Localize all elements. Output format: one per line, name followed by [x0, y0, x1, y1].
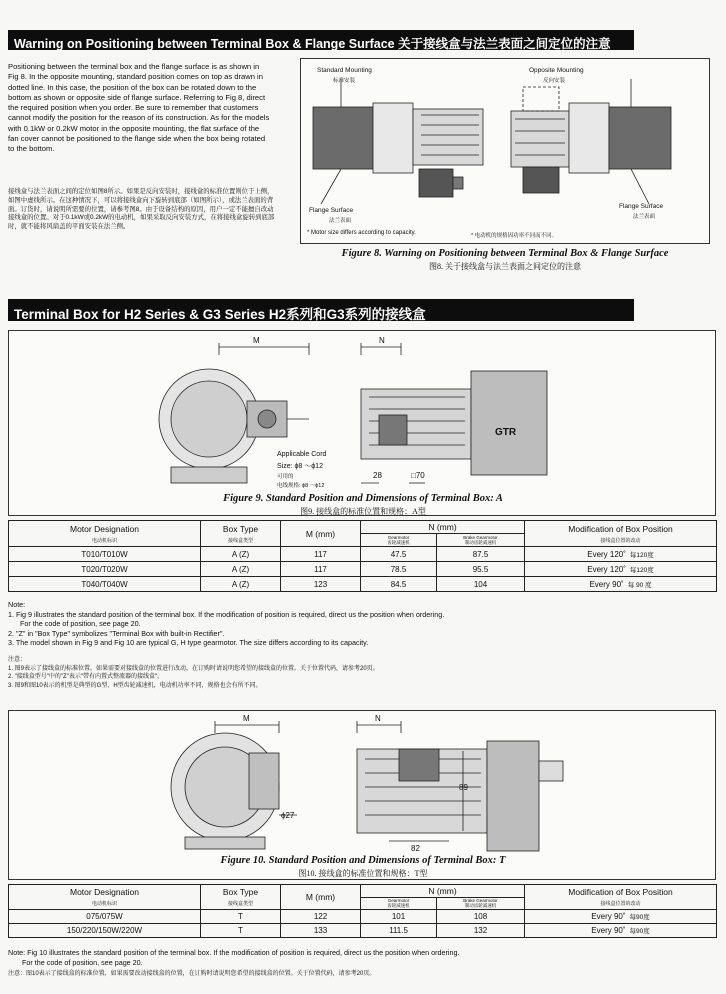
terminal-box-a-table [8, 520, 717, 592]
table-row [9, 562, 717, 577]
table-row [9, 910, 717, 924]
fig10-dim-n: N [375, 714, 381, 723]
cell-m: 133 [281, 924, 361, 938]
figure9-drawing [9, 331, 717, 517]
cell-mod: Every 90˚ 每 90 度 [525, 577, 717, 592]
applicable-cord-label: Applicable Cord [277, 451, 327, 458]
cell-box: A (Z) [201, 562, 281, 577]
flange-surface-label-right-cn: 法兰表面 [633, 214, 656, 220]
opposite-mounting-label-cn: 反向安装 [543, 78, 566, 84]
motor-size-note: * Motor size differs according to capacity. [307, 230, 416, 236]
col-brake-gearmotor: Brake Gearmotor 制动齿轮减速机 [437, 534, 525, 547]
cell-m: 123 [281, 577, 361, 592]
gtr-brand-logo: GTR [495, 427, 517, 438]
col-m: M (mm) [281, 521, 361, 547]
notes-a: Note: 1. Fig 9 illustrates the standard position of the terminal box. If the modification of position is required, direct us the position when ordering. For the code of position, see page 20. 2. "Z" in "Box Type" symbolizes "Terminal Box with built-in Rectifier". 3. The model shown in Fig 9 and Fig 10 are typical G, H type gearmotor. The size differs according to its capacity. [8, 600, 445, 648]
cell-m: 117 [281, 562, 361, 577]
cell-motor: T010/T010W [9, 547, 201, 562]
cell-box: T [201, 924, 281, 938]
cell-motor: T020/T020W [9, 562, 201, 577]
cord-label-cn1: 可用的 [277, 474, 294, 480]
notes-t: Note: Fig 10 illustrates the standard position of the terminal box. If the modification of position is required, direct us the position when ordering. For the code of position, see page 20. [8, 948, 460, 967]
col-modification: Modification of Box Position 接线盒位置的改动 [525, 521, 717, 547]
fig9-dim-28: 28 [373, 471, 382, 480]
table-row [9, 924, 717, 938]
fig9-dim-m: M [253, 336, 260, 345]
cell-motor: 075/075W [9, 910, 201, 924]
cell-motor: 150/220/150W/220W [9, 924, 201, 938]
cell-gear: 47.5 [361, 547, 437, 562]
standard-mounting-label-cn: 标准安装 [333, 78, 356, 84]
notes-a-cn: 注意： 1. 图9表示了接线盒的标准位置。如果需要对接线盒的位置进行改动，在订购时请说明您希望的接线盒的位置。关于位置代码，请参考20页。 2. "接线盒型号"中的"Z"表示"带有内置式整流器的接线盒"。 3. 图9和图10表示的机型是典型的G型、H型齿轮减速机，电动机功率不同，规格也会有所不同。 [8, 657, 379, 689]
figure9-caption: Figure 9. Standard Position and Dimensions of Terminal Box: A [223, 493, 503, 504]
fig10-dim-m: M [243, 714, 250, 723]
fig9-dim-70: □70 [411, 471, 425, 480]
figure8-caption-cn: 图8. 关于接线盒与法兰表面之间定位的注意 [429, 262, 581, 271]
cell-gear: 78.5 [361, 562, 437, 577]
section-title-terminal-box: Terminal Box for H2 Series & G3 Series H2系列和G3系列的接线盒 [8, 299, 634, 321]
col-box-type: Box Type 接线盒类型 [201, 885, 281, 910]
figure8-caption: Figure 8. Warning on Positioning between Terminal Box & Flange Surface [341, 248, 669, 259]
figure10-caption: Figure 10. Standard Position and Dimensions of Terminal Box: T [220, 855, 506, 866]
col-n: N (mm) [361, 885, 525, 898]
warning-paragraph-en: Positioning between the terminal box and the flange surface is as shown in Fig 8. In the opposite mounting, standard position comes on top as drawn in dotted line. In this case, the position of the box can be rotated down to the bottom as shown or opposite side of flange surface. Referring to Fig 8, direct the required position when you order. Be sure to remember that customers cannot modify the position for the reason of its construction. As for the models with 0.1kW or 0.2kW motor in the opposite mounting, the flat surface of the fan cover cannot be positioned to the flange side when the box being rotated to the bottom. [8, 62, 270, 154]
notes-t-cn: 注意：图10表示了接线盒的标准位置，如果需要改动接线盒的位置，在订购时请说明您希望的接线盒的位置。关于位置代码，请参考20页。 [8, 971, 376, 977]
opposite-mounting-label: Opposite Mounting [529, 67, 584, 74]
col-brake-gearmotor: Brake Gearmotor 制动齿轮减速机 [437, 898, 525, 910]
terminal-box-t-table [8, 884, 717, 938]
col-box-type: Box Type 接线盒类型 [201, 521, 281, 547]
flange-surface-label-left-cn: 法兰表面 [329, 218, 352, 224]
cell-mod: Every 120˚ 每120度 [525, 547, 717, 562]
fig10-dim-27: ϕ27 [281, 811, 295, 820]
col-m: M (mm) [281, 885, 361, 910]
cell-motor: T040/T040W [9, 577, 201, 592]
fig10-dim-82: 82 [411, 844, 420, 853]
cell-brake: 104 [437, 577, 525, 592]
col-motor-designation: Motor Designation 电动机标识 [9, 521, 201, 547]
col-n: N (mm) [361, 521, 525, 534]
cell-mod: Every 90˚ 每90度 [525, 910, 717, 924]
col-modification: Modification of Box Position 接线盒位置的改动 [525, 885, 717, 910]
cord-size-label: Size: ϕ8 ～ϕ12 [277, 463, 323, 470]
col-motor-designation: Motor Designation 电动机标识 [9, 885, 201, 910]
section-title-warning: Warning on Positioning between Terminal Box & Flange Surface 关于接线盒与法兰表面之间定位的注意 [8, 30, 634, 50]
cell-brake: 87.5 [437, 547, 525, 562]
cell-gear: 101 [361, 910, 437, 924]
figure10-panel [8, 710, 716, 880]
figure9-caption-cn: 图9. 接线盒的标准位置和规格：A型 [300, 507, 426, 516]
figure9-panel [8, 330, 716, 516]
cell-mod: Every 120˚ 每120度 [525, 562, 717, 577]
cord-label-cn2: 电线规格: ϕ8 ～ϕ12 [277, 483, 325, 489]
col-gearmotor: Gearmotor 齿轮减速机 [361, 534, 437, 547]
cell-brake: 132 [437, 924, 525, 938]
motor-size-note-cn: * 电动机的规格因功率不同而不同。 [471, 233, 558, 239]
col-gearmotor: Gearmotor 齿轮减速机 [361, 898, 437, 910]
flange-surface-label-left: Flange Surface [309, 207, 354, 214]
table-row [9, 577, 717, 592]
cell-brake: 108 [437, 910, 525, 924]
warning-paragraph-cn: 接线盒与法兰表面之间的定位如图8所示。如果是反向安装时，接线盒的标准位置则位于上侧，如图中虚线所示。在这种情况下，可以将接线盒向下旋转到底部（如图所示），或法兰表面的背面。订货时，请说明所需要的位置，请参考图8。由于设备结构的原因，用户一定不能擅自改动接线盒的位置。对于0.1kW或0.2kW的电动机，如果采取反向安装方式，在将接线盒旋转到底部时，就不能将风扇盖的平面安装在法兰侧。 [8, 188, 275, 231]
cell-m: 117 [281, 547, 361, 562]
cell-brake: 95.5 [437, 562, 525, 577]
cell-mod: Every 90˚ 每90度 [525, 924, 717, 938]
cell-m: 122 [281, 910, 361, 924]
figure10-caption-cn: 图10. 接线盒的标准位置和规格：T型 [298, 869, 428, 878]
cell-box: A (Z) [201, 577, 281, 592]
standard-mounting-label: Standard Mounting [317, 67, 372, 74]
figure8-panel [300, 58, 710, 244]
flange-surface-label-right: Flange Surface [619, 203, 664, 210]
fig9-dim-n: N [379, 336, 385, 345]
cell-box: A (Z) [201, 547, 281, 562]
table-row [9, 547, 717, 562]
fig10-dim-89: 89 [459, 783, 468, 792]
cell-gear: 111.5 [361, 924, 437, 938]
cell-gear: 84.5 [361, 577, 437, 592]
cell-box: T [201, 910, 281, 924]
